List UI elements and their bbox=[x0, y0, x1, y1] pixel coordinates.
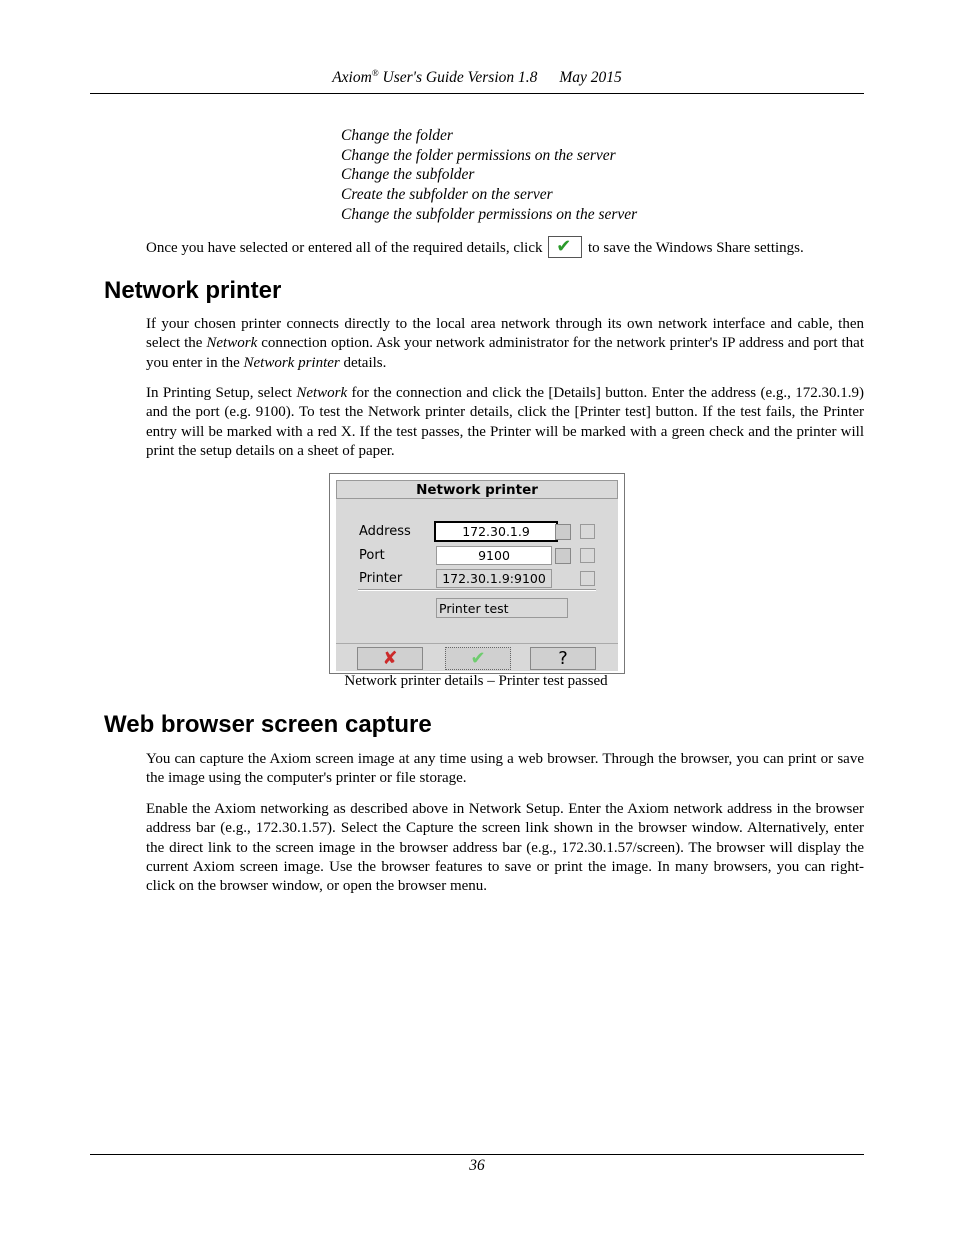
question-mark-icon: ? bbox=[558, 648, 568, 669]
save-instruction-before: Once you have selected or entered all of the required details, click bbox=[146, 240, 543, 256]
figure-caption: Network printer details – Printer test passed bbox=[344, 673, 608, 689]
list-item: Change the subfolder permissions on the server bbox=[341, 205, 638, 223]
header-date: May 2015 bbox=[559, 69, 622, 87]
save-instruction bbox=[146, 236, 804, 260]
port-label: Port bbox=[359, 548, 385, 563]
port-status-box bbox=[580, 548, 595, 563]
page-header bbox=[90, 68, 864, 87]
dialog-title: Network printer bbox=[336, 480, 618, 499]
address-keypad-button[interactable] bbox=[555, 524, 571, 540]
dialog-divider bbox=[358, 589, 596, 591]
network-printer-paragraph-2: In Printing Setup, select Network for the connection and click the [Details] button. Enter the address (e.g., 172.30.1.9) and the port (e.g. 9100). To test the Network printer details, click the [Printer test] button. If the test fails, the Printer entry will be marked with a red X. If the test passes, the Printer will be marked with a green check and the printer will print the setup details on a sheet of paper. bbox=[146, 385, 864, 459]
list-item: Change the folder permissions on the server bbox=[341, 146, 616, 164]
printer-status-box bbox=[580, 571, 595, 586]
printer-label: Printer bbox=[359, 571, 403, 586]
list-item: Change the subfolder bbox=[341, 166, 475, 184]
help-button[interactable] bbox=[530, 647, 596, 670]
section-title-web-browser: Web browser screen capture bbox=[104, 711, 432, 738]
web-capture-paragraph-1: You can capture the Axiom screen image at any time using a web browser. Through the browser, you can print or save the image using the computer's printer or file storage. bbox=[146, 751, 864, 787]
registered-mark: ® bbox=[371, 68, 379, 78]
page-number: 36 bbox=[469, 1157, 485, 1174]
printer-test-button[interactable]: Printer test bbox=[436, 598, 568, 618]
footer-rule bbox=[90, 1154, 864, 1155]
cancel-button[interactable] bbox=[357, 647, 423, 670]
folder-actions-list bbox=[341, 126, 637, 225]
port-keypad-button[interactable] bbox=[555, 548, 571, 564]
ok-button[interactable] bbox=[445, 647, 511, 670]
section-title-network-printer: Network printer bbox=[104, 277, 282, 304]
header-guide: User's Guide Version 1.8 bbox=[382, 69, 538, 87]
network-printer-dialog bbox=[329, 473, 625, 674]
address-label: Address bbox=[359, 524, 411, 539]
address-field[interactable]: 172.30.1.9 bbox=[434, 521, 558, 542]
header-rule bbox=[90, 93, 864, 94]
web-capture-paragraph-2: Enable the Axiom networking as described above in Network Setup. Enter the Axiom network address in the browser address bar (e.g., 172.30.1.57). Select the Capture the screen link shown in the browser window. Alternatively, enter the direct link to the screen image in the browser address bar (e.g., 172.30.1.57/screen). The browser will display the current Axiom screen image. Use the browser features to save or print the image. In many browsers, you can right-click on the browser window, or open the browser menu. bbox=[146, 801, 864, 895]
list-item: Create the subfolder on the server bbox=[341, 186, 553, 204]
header-product: Axiom bbox=[332, 69, 372, 87]
red-x-icon: ✘ bbox=[382, 648, 398, 669]
network-printer-paragraph-1: If your chosen printer connects directly to the local area network through its own network interface and cable, then select the Network connection option. Ask your network administrator for the network printer's IP address and port that you enter in the Network printer details. bbox=[146, 316, 864, 371]
green-checkmark-icon: ✔ bbox=[548, 236, 582, 258]
address-status-box bbox=[580, 524, 595, 539]
save-instruction-after: to save the Windows Share settings. bbox=[588, 240, 804, 256]
printer-value: 172.30.1.9:9100 bbox=[436, 569, 552, 588]
list-item: Change the folder bbox=[341, 127, 453, 144]
green-checkmark-icon: ✔ bbox=[470, 648, 486, 669]
dialog-footer bbox=[336, 643, 618, 671]
port-field[interactable]: 9100 bbox=[436, 546, 552, 565]
